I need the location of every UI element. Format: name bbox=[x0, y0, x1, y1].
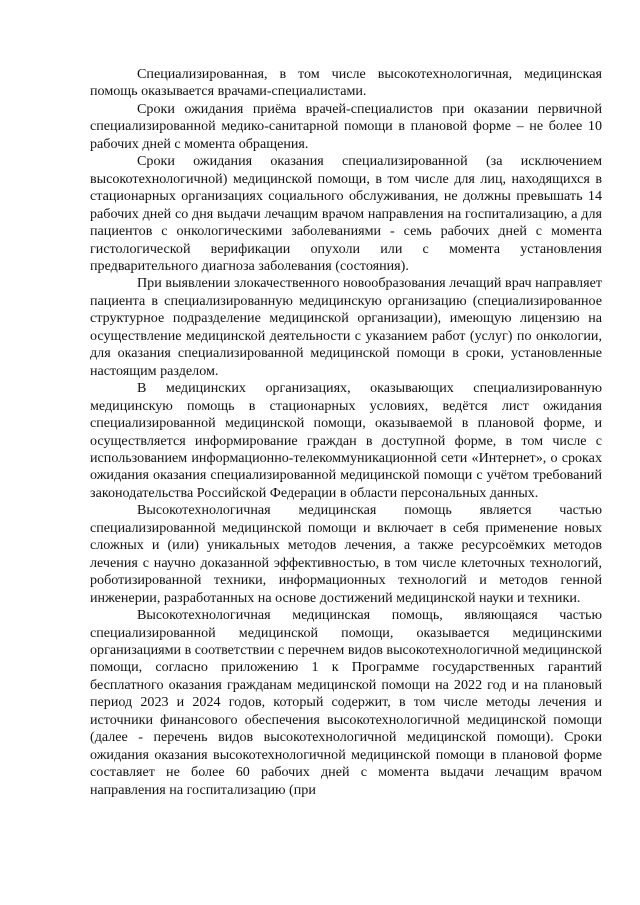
paragraph-specialist-wait-time: Сроки ожидания приёма врачей-специалистов при оказании первичной специализированной медико-санитарной помощи в плановой форме – не более 10 рабочих дней с момента обращения. bbox=[90, 100, 602, 152]
paragraph-high-tech-provision: Высокотехнологичная медицинская помощь, являющаяся частью специализированной медицинской помощи, оказывается медицинскими организациями в соответствии с перечнем видов высокотехнологичной медицинской помощи, согласно приложению 1 к Программе государственных гарантий бесплатного оказания гражданам медицинской помощи на 2022 год и на плановый период 2023 и 2024 годов, который содержит, в том числе методы лечения и источники финансового обеспечения высокотехнологичной медицинской помощи (далее - перечень видов высокотехнологичной медицинской помощи). Сроки ожидания оказания высокотехнологичной медицинской помощи в плановой форме составляет не более 60 рабочих дней с момента выдачи лечащим врачом направления на госпитализацию (при bbox=[90, 607, 602, 798]
paragraph-specialized-care: Специализированная, в том числе высокотехнологичная, медицинская помощь оказывается врачами-специалистами. bbox=[90, 66, 602, 100]
paragraph-oncology-referral: При выявлении злокачественного новообразования лечащий врач направляет пациента в специализированную медицинскую организацию (специализированное структурное подразделение медицинской организации), имеющую лицензию на осуществление медицинской деятельности с указанием работ (услуг) по онкологии, для оказания специализированной медицинской помощи в сроки, установленные настоящим разделом. bbox=[90, 275, 602, 379]
paragraph-high-tech-definition: Высокотехнологичная медицинская помощь является частью специализированной медицинской помощи и включает в себя применение новых сложных и (или) уникальных методов лечения, а также ресурсоёмких методов лечения с научно доказанной эффективностью, в том числе клеточных технологий, роботизированной техники, информационных технологий и методов генной инженерии, разработанных на основе достижений медицинской науки и техники. bbox=[90, 502, 602, 606]
paragraph-waiting-list: В медицинских организациях, оказывающих специализированную медицинскую помощь в стационарных условиях, ведётся лист ожидания специализированной медицинской помощи, оказываемой в плановой форме, и осуществляется информирование граждан в доступной форме, в том числе с использованием информационно-телекоммуникационной сети «Интернет», о сроках ожидания оказания специализированной медицинской помощи с учётом требований законодательства Российской Федерации в области персональных данных. bbox=[90, 380, 602, 501]
paragraph-specialized-wait-time: Сроки ожидания оказания специализированной (за исключением высокотехнологичной) медицинской помощи, в том числе для лиц, находящихся в стационарных организациях социального обслуживания, не должны превышать 14 рабочих дней со дня выдачи лечащим врачом направления на госпитализацию, а для пациентов с онкологическими заболеваниями - семь рабочих дней с момента гистологической верификации опухоли или с момента установления предварительного диагноза заболевания (состояния). bbox=[90, 153, 602, 274]
document-page bbox=[90, 66, 602, 799]
